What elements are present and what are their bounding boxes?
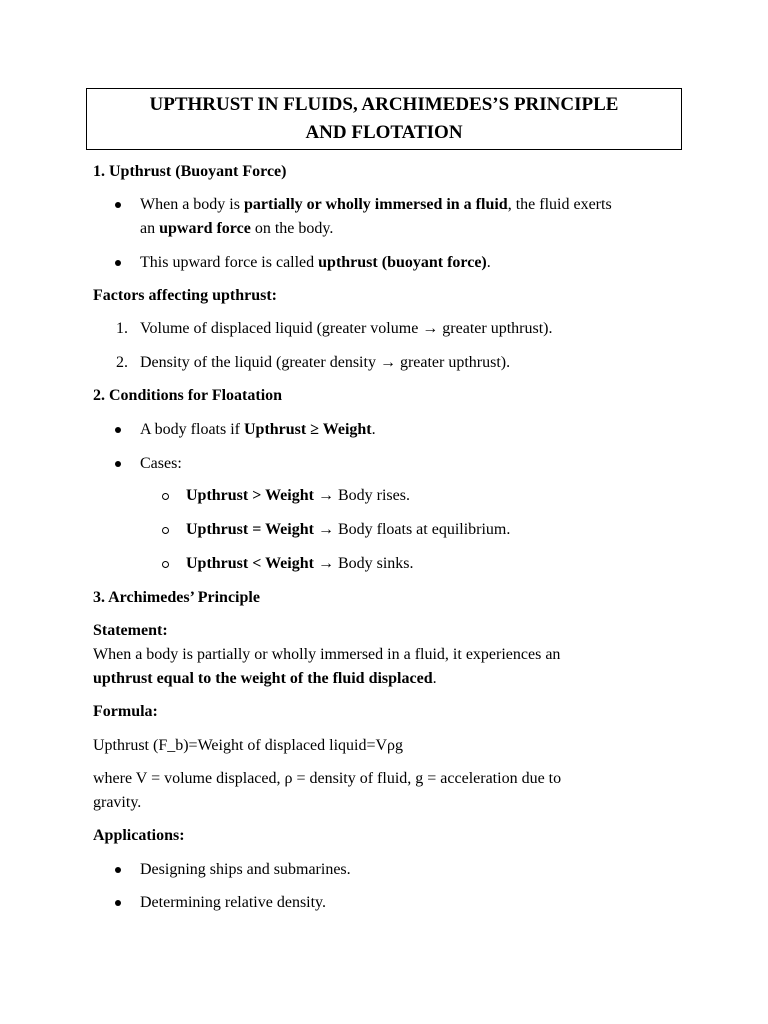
factor-1: Volume of displaced liquid (greater volume → greater upthrust). (140, 320, 553, 337)
circle-bullet-icon (162, 561, 169, 568)
s1-bullet-1-line-1: When a body is partially or wholly immersed in a fluid, the fluid exerts (140, 196, 612, 213)
factor-2: Density of the liquid (greater density → greater upthrust). (140, 354, 511, 371)
s1-bullet-1-line-2: an upward force on the body. (140, 220, 334, 237)
section-2-heading: 2. Conditions for Floatation (93, 387, 283, 404)
where-line-1: where V = volume displaced, ρ = density of fluid, g = acceleration due to (93, 770, 562, 787)
statement-label: Statement: (93, 622, 168, 639)
bullet-icon (115, 867, 121, 873)
bullet-icon (115, 427, 121, 433)
bullet-icon (115, 461, 121, 467)
application-1: Designing ships and submarines. (140, 861, 351, 878)
title-line-2: AND FLOTATION (305, 122, 463, 143)
statement-line-1: When a body is partially or wholly immersed in a fluid, it experiences an (93, 646, 561, 663)
formula-label: Formula: (93, 703, 158, 720)
title-line-1: UPTHRUST IN FLUIDS, ARCHIMEDES’S PRINCIPLE (149, 94, 619, 115)
factors-heading: Factors affecting upthrust: (93, 287, 277, 304)
formula: Upthrust (F_b)=Weight of displaced liquid=Vρg (93, 737, 404, 754)
applications-label: Applications: (93, 827, 185, 844)
bullet-icon (115, 260, 121, 266)
circle-bullet-icon (162, 493, 169, 500)
statement-line-2: upthrust equal to the weight of the fluid displaced. (93, 670, 437, 687)
s2-bullet-2: Cases: (140, 455, 182, 472)
case-3: Upthrust < Weight → Body sinks. (186, 555, 414, 572)
factor-1-number: 1. (116, 320, 128, 337)
section-3-heading: 3. Archimedes’ Principle (93, 589, 260, 606)
section-1-heading: 1. Upthrust (Buoyant Force) (93, 163, 287, 180)
title-box (86, 88, 682, 150)
bullet-icon (115, 900, 121, 906)
case-1: Upthrust > Weight → Body rises. (186, 487, 410, 504)
where-line-2: gravity. (93, 794, 142, 811)
s2-bullet-1: A body floats if Upthrust ≥ Weight. (140, 421, 376, 438)
s1-bullet-2: This upward force is called upthrust (buoyant force). (140, 254, 491, 271)
factor-2-number: 2. (116, 354, 128, 371)
application-2: Determining relative density. (140, 894, 327, 911)
circle-bullet-icon (162, 527, 169, 534)
bullet-icon (115, 202, 121, 208)
case-2: Upthrust = Weight → Body floats at equilibrium. (186, 521, 511, 538)
